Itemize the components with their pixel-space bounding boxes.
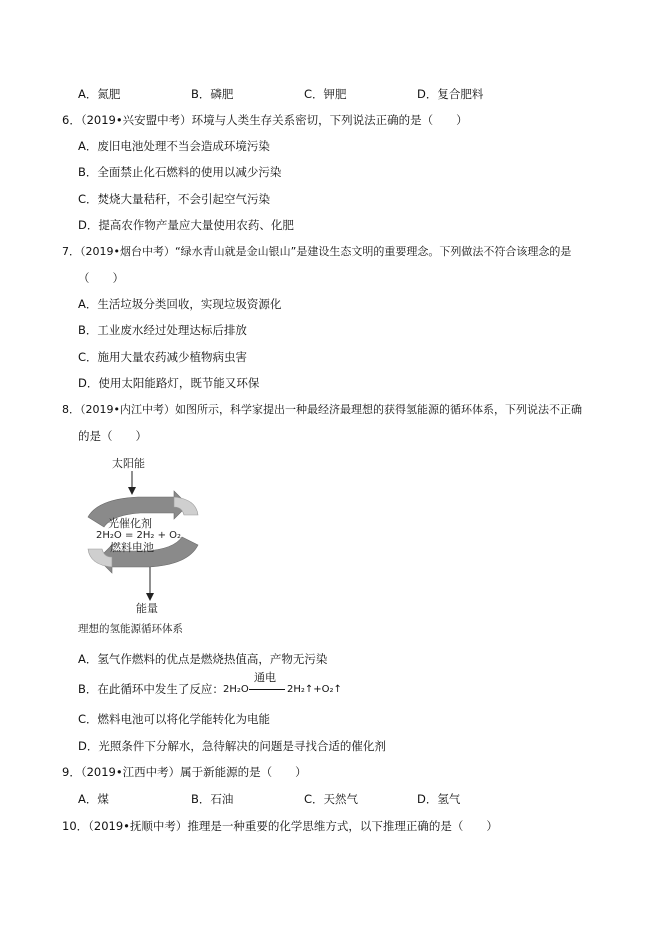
q9-stem: 9．（2019•江西中考）属于新能源的是（ ） (62, 765, 307, 779)
q7-option-c: C．施用大量农药减少植物病虫害 (78, 350, 248, 364)
diagram-label-photocatalyst: 光催化剂 (108, 517, 152, 530)
diagram-label-solar: 太阳能 (112, 457, 145, 470)
q8-option-b-condition: 通电 (254, 671, 276, 684)
q6-option-d: D．提高农作物产量应大量使用农药、化肥 (78, 218, 294, 232)
q5-option-b: B．磷肥 (191, 87, 234, 101)
q7-option-b: B．工业废水经过处理达标后排放 (78, 323, 247, 337)
q7-option-d: D．使用太阳能路灯，既节能又环保 (78, 376, 260, 390)
q7-stem-line2: （ ） (78, 271, 124, 285)
hydrogen-cycle-diagram (78, 455, 208, 615)
q8-option-a: A．氢气作燃料的优点是燃烧热值高，产物无污染 (78, 652, 328, 666)
q8-option-b: B．在此循环中发生了反应： (78, 682, 224, 696)
q8-option-c: C．燃料电池可以将化学能转化为电能 (78, 712, 271, 726)
diagram-label-fuel-cell: 燃料电池 (110, 541, 154, 554)
q9-option-b: B．石油 (191, 792, 234, 806)
q9-option-a: A．煤 (78, 792, 109, 806)
diagram-caption: 理想的氢能源循环体系 (78, 623, 183, 635)
q10-stem: 10．（2019•抚顺中考）推理是一种重要的化学思维方式，以下推理正确的是（ ） (62, 819, 498, 833)
q9-option-c: C．天然气 (304, 792, 359, 806)
q8-option-d: D．光照条件下分解水，急待解决的问题是寻找合适的催化剂 (78, 739, 386, 753)
q6-option-c: C．焚烧大量秸秆，不会引起空气污染 (78, 192, 271, 206)
q8-option-b-products: 2H₂↑+O₂↑ (287, 684, 342, 695)
diagram-label-energy: 能量 (136, 602, 158, 615)
q5-option-c: C．钾肥 (304, 87, 347, 101)
q8-stem-line1: 8．（2019•内江中考）如图所示，科学家提出一种最经济最理想的获得氢能源的循环体系，下列说法不正确 (62, 403, 582, 416)
q7-option-a: A．生活垃圾分类回收，实现垃圾资源化 (78, 297, 282, 311)
q8-option-b-reaction-line (249, 689, 285, 690)
q7-stem-line1: 7．（2019•烟台中考）“绿水青山就是金山银山”是建设生态文明的重要理念。下列做法不符合该理念的是 (62, 245, 572, 258)
q5-option-d: D．复合肥料 (417, 87, 484, 101)
q6-option-a: A．废旧电池处理不当会造成环境污染 (78, 139, 270, 153)
q5-option-a: A．氮肥 (78, 87, 121, 101)
q8-stem-line2: 的是（ ） (78, 429, 147, 443)
q6-option-b: B．全面禁止化石燃料的使用以减少污染 (78, 165, 282, 179)
diagram-label-equation: 2H₂O = 2H₂ + O₂ (96, 530, 182, 541)
q9-option-d: D．氢气 (417, 792, 461, 806)
q6-stem: 6．（2019•兴安盟中考）环境与人类生存关系密切，下列说法正确的是（ ） (62, 113, 468, 127)
q8-option-b-reactant: 2H₂O (223, 684, 249, 695)
